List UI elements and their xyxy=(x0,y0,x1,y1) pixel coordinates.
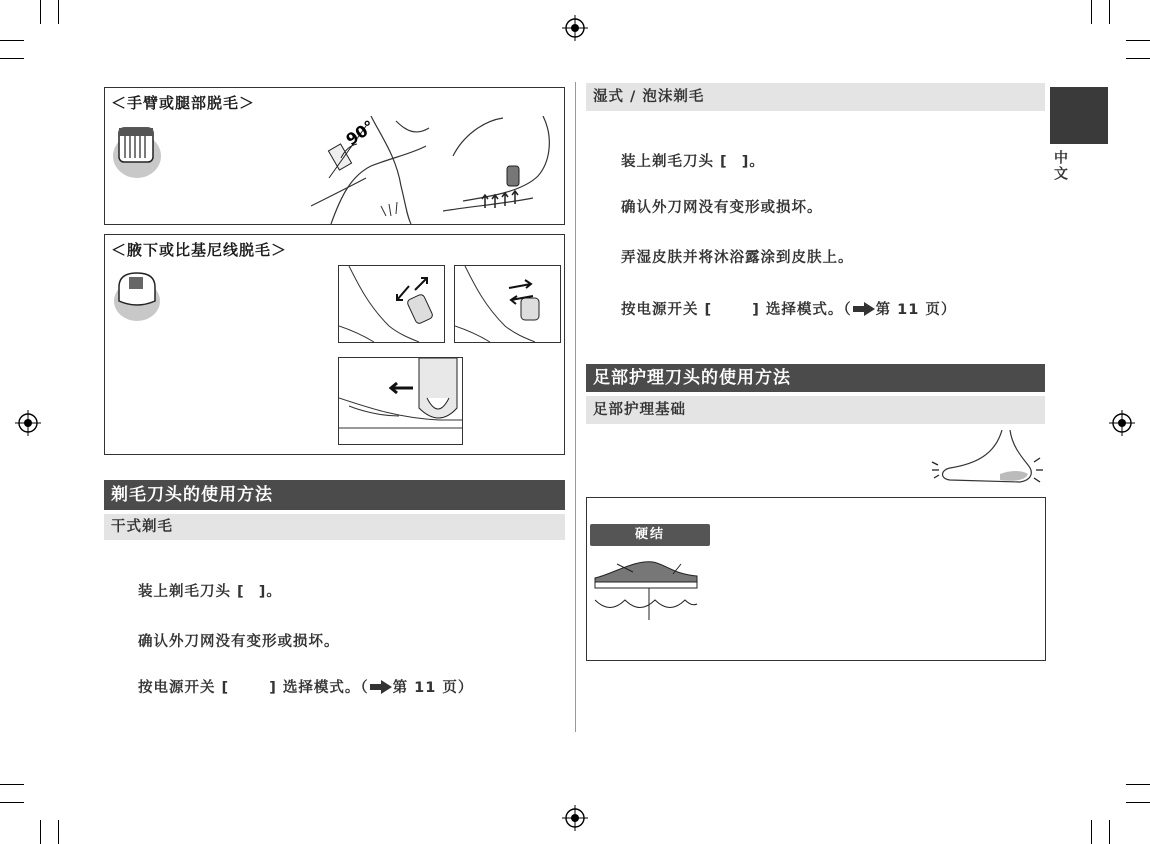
leg-shaving-illustration xyxy=(311,116,439,224)
epilator-head-icon xyxy=(109,122,163,180)
underarm-bikini-box xyxy=(104,234,565,455)
callus-info-box xyxy=(586,497,1046,661)
foot-illustration xyxy=(930,430,1045,488)
left-step-check-foil: 确认外刀网没有变形或损坏。 xyxy=(138,634,340,650)
angle-label: 90° xyxy=(342,116,379,150)
left-step-attach-head: 装上剃毛刀头 [ ]。 xyxy=(138,584,282,600)
arm-shaving-illustration xyxy=(443,116,563,224)
arm-leg-title: ＜手臂或腿部脱毛＞ xyxy=(111,94,256,112)
registration-mark-icon xyxy=(1109,410,1135,436)
registration-mark-icon xyxy=(562,805,588,831)
registration-mark-icon xyxy=(562,15,588,41)
wet-shaving-subheading: 湿式 / 泡沫剃毛 xyxy=(586,83,1045,111)
right-step-check-foil: 确认外刀网没有变形或损坏。 xyxy=(621,200,823,216)
foot-care-section-heading: 足部护理刀头的使用方法 xyxy=(586,364,1045,392)
right-step-select-mode: 按电源开关 [ ] 选择模式。（ 第 11 页） xyxy=(621,302,957,318)
underarm-bikini-title: ＜腋下或比基尼线脱毛＞ xyxy=(111,241,288,259)
right-page-reference[interactable]: 第 11 页） xyxy=(875,302,957,318)
arm-leg-box xyxy=(104,87,565,225)
right-step-attach-head: 装上剃毛刀头 [ ]。 xyxy=(621,154,765,170)
language-tab xyxy=(1050,87,1108,144)
right-step-wet-skin: 弄湿皮肤并将沐浴露涂到皮肤上。 xyxy=(621,250,854,266)
foot-care-basics-subheading: 足部护理基础 xyxy=(586,396,1045,424)
bikini-illustration xyxy=(338,357,463,445)
dry-shaving-subheading: 干式剃毛 xyxy=(104,514,565,540)
left-step-select-mode: 按电源开关 [ ] 选择模式。（ 第 11 页） xyxy=(138,680,474,696)
page-divider xyxy=(575,82,576,732)
underarm-illustration-2 xyxy=(454,265,561,343)
arrow-right-icon xyxy=(369,680,393,694)
arrow-right-icon xyxy=(852,302,876,316)
left-page-reference[interactable]: 第 11 页） xyxy=(392,680,474,696)
language-tab-label: 中文 xyxy=(1052,150,1068,182)
registration-mark-icon xyxy=(15,410,41,436)
underarm-illustration-1 xyxy=(338,265,445,343)
callus-cross-section-illustration xyxy=(593,560,701,624)
shaver-section-heading: 剃毛刀头的使用方法 xyxy=(104,480,565,510)
callus-badge: 硬结 xyxy=(590,524,710,546)
epilator-cap-icon xyxy=(111,267,163,323)
